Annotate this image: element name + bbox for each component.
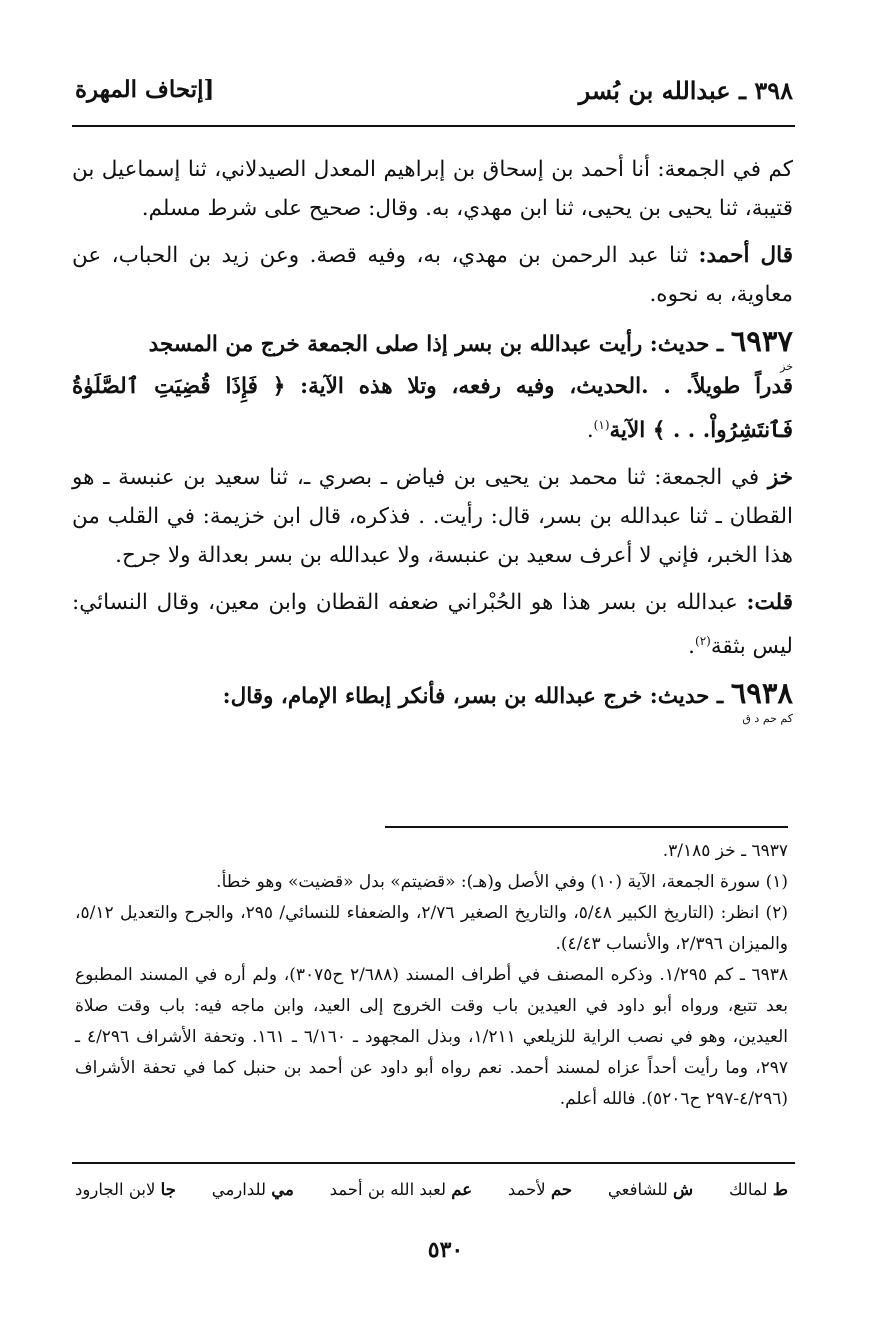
footnote-ref: (١) xyxy=(593,418,610,432)
footnote-ref: (٢) xyxy=(695,634,711,649)
paragraph-khuzaymah xyxy=(72,458,793,575)
abbreviation-rule xyxy=(72,1162,795,1164)
page-number: ٥٣٠ xyxy=(427,1237,464,1263)
footnote-source-6938: ٦٩٣٨ ـ كم ١/٢٩٥. وذكره المصنف في أطراف المسند (٢/٦٨٨ ح٣٠٧٥)، ولم أره في المسند المطبوع بعد تتبع، ورواه أبو داود في العيدين باب وقت الخروج إلى العيد، وابن ماجه فيه: باب وقت صلاة العيدين، وهو في نصب الراية للزيلعي ١/٢١١، وبذل المجهود ـ ٦/١٦٠ ـ ١٦١. وتحفة الأشراف ٤/٢٩٦ ـ ٢٩٧، وما رأيت أحداً عزاه لمسند أحمد. نعم رواه أبو داود عن أحمد بن حنبل كما في تحفة الأشراف (٤/٢٩٦-٢٩٧ ح٥٢٠٦). فالله أعلم. xyxy=(75,965,788,1109)
paragraph-period: . xyxy=(688,634,695,660)
footnotes xyxy=(75,836,788,1115)
abbreviation-key xyxy=(75,1180,788,1199)
abbreviation-item: ط لمالك xyxy=(728,1180,788,1199)
hadith-number: ٦٩٣٧ xyxy=(730,324,793,358)
quran-verse: ﴿ فَإِذَا قُضِيَتِ ٱلصَّلَوٰةُ فَٱنتَشِرُواْ. . . ﴾ xyxy=(72,374,793,444)
footnote-rule xyxy=(385,826,788,828)
abbreviation-item: حم لأحمد xyxy=(507,1180,573,1199)
abbreviation-item: مي للدارمي xyxy=(211,1180,294,1199)
paragraph-ahmad xyxy=(72,236,793,314)
abbreviation-item: عم لعبد الله بن أحمد xyxy=(329,1180,473,1199)
hadith-6938 xyxy=(72,674,793,725)
running-header-book: [إتحاف المهرة xyxy=(75,76,215,103)
running-header-title: ٣٩٨ ـ عبدالله بن بُسر xyxy=(578,76,793,105)
paragraph-text: في الجمعة: ثنا محمد بن يحيى بن فياض ـ بصري ـ، ثنا سعيد بن عنبسة ـ هو القطان ـ ثنا عبدالله بن بسر، قال: رأيت. . فذكره، قال ابن خزيمة: في القلب من هذا الخبر، فإني لا أعرف سعيد بن عنبسة، ولا عبدالله بن بسر بعدالة ولا جرح. xyxy=(72,465,793,569)
footnote-source-6937: ٦٩٣٧ ـ خز ٣/١٨٥. xyxy=(662,841,788,861)
hadith-title: ـ حديث: رأيت عبدالله بن بسر إذا صلى الجمعة خرج من المسجد xyxy=(148,332,731,357)
abbreviation-item: جا لابن الجارود xyxy=(75,1180,176,1199)
paragraph-label: قلت: xyxy=(746,590,793,616)
paragraph-text: ثنا عبد الرحمن بن مهدي، به، وفيه قصة. وعن زيد بن الحباب، عن معاوية، به نحوه. xyxy=(72,243,793,307)
header-rule xyxy=(72,125,795,127)
source-marker: كم حم د ق xyxy=(742,712,793,726)
hadith-6937 xyxy=(72,322,793,450)
hadith-title: ـ حديث: خرج عبدالله بن بسر، فأنكر إبطاء الإمام، وقال: xyxy=(222,684,731,710)
main-text xyxy=(72,150,793,727)
hadith-continuation: قدراً طويلاً. . .الحديث، وفيه رفعه، وتلا هذه الآية: xyxy=(285,374,794,399)
paragraph-label: خز xyxy=(767,465,793,491)
abbreviation-item: ش للشافعي xyxy=(607,1180,694,1199)
source-marker: خز xyxy=(780,360,793,373)
paragraph-qultu xyxy=(72,583,793,666)
paragraph-label: قال أحمد: xyxy=(698,243,793,268)
hadith-period: . xyxy=(586,418,594,444)
footnote-2: (٢) انظر: (التاريخ الكبير ٥/٤٨، والتاريخ الصغير ٢/٧٦، والضعفاء للنسائي/ ٢٩٥، والجرح والتعديل ٥/١٢، والميزان ٢/٣٩٦، والأنساب ٤/٤٣). xyxy=(75,903,788,954)
footnote-1: (١) سورة الجمعة، الآية (١٠) وفي الأصل و(هـ): «قضيتم» بدل «قضيت» وهو خطأ. xyxy=(216,872,788,892)
paragraph-text: عبدالله بن بسر هذا هو الحُبْراني ضعفه القطان وابن معين، وقال النسائي: ليس بثقة xyxy=(72,590,793,660)
hadith-number: ٦٩٣٨ xyxy=(730,676,793,711)
paragraph-hakim: كم في الجمعة: أنا أحمد بن إسحاق بن إبراهيم المعدل الصيدلاني، ثنا إسماعيل بن قتيبة، ثنا يحيى بن يحيى، ثنا ابن مهدي، به. وقال: صحيح على شرط مسلم. xyxy=(72,157,793,221)
hadith-ayah-label: الآية xyxy=(609,418,653,444)
